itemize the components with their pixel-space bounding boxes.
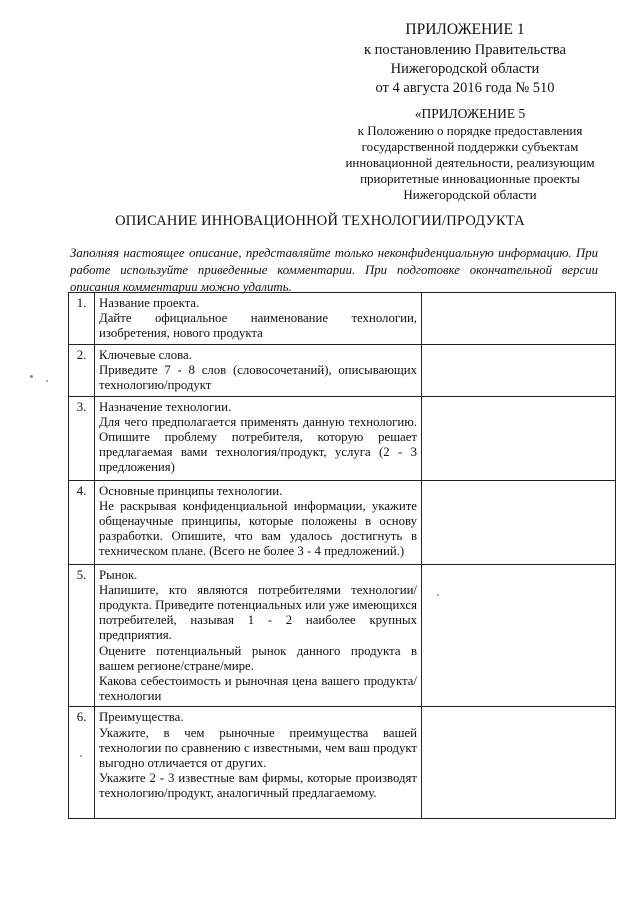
row-description — [95, 396, 422, 480]
table-row — [69, 480, 616, 564]
header-line: от 4 августа 2016 года № 510 — [375, 80, 555, 96]
scan-speck — [30, 375, 33, 378]
scan-speck — [46, 380, 48, 382]
scan-speck — [80, 755, 82, 757]
table-row — [69, 564, 616, 707]
sub-header-line: Нижегородской области — [403, 187, 537, 202]
row-comment: Приведите 7 - 8 слов (словосочетаний), описывающих технологию/продукт — [99, 363, 417, 393]
table-row — [69, 345, 616, 397]
row-comment: Не раскрывая конфиденциальной информации, укажите общенаучные принципы, которые положены в основу разработки. Опишите, что вам удалось достигнуть в техническом плане. (Всего не более 3 - 4 предложений.) — [99, 498, 417, 559]
document-title: ОПИСАНИЕ ИННОВАЦИОННОЙ ТЕХНОЛОГИИ/ПРОДУКТА — [115, 213, 525, 229]
row-description — [95, 564, 422, 707]
row-comment: Дайте официальное наименование технологии, изобретения, нового продукта — [99, 311, 417, 341]
row-comment: Какова себестоимость и рыночная цена вашего продукта/технологии — [99, 674, 417, 704]
sub-header-line: приоритетные инновационные проекты — [360, 171, 580, 186]
sub-appendix-title: «ПРИЛОЖЕНИЕ 5 — [414, 106, 526, 121]
row-description — [95, 707, 422, 819]
row-comment: Укажите 2 - 3 известные вам фирмы, которые производят технологию/продукт, аналогичный предлагаемому. — [99, 771, 417, 801]
row-number: 6. — [69, 707, 95, 819]
header-line: к постановлению Правительства — [364, 42, 566, 58]
sub-header-line: к Положению о порядке предоставления — [357, 123, 583, 138]
table-row — [69, 396, 616, 480]
description-table — [68, 292, 616, 819]
row-comment: Для чего предполагается применять данную технологию. Опишите проблему потребителя, которую решает предлагаемая вами технология/продукт, услуга (2 - 3 предложения) — [99, 414, 417, 475]
row-comment: Укажите, в чем рыночные преимущества вашей технологии по сравнению с известными, чем ваш продукт выгодно отличается от других. — [99, 725, 417, 771]
answer-field[interactable] — [422, 396, 616, 480]
row-number: 3. — [69, 396, 95, 480]
row-title: Рынок. — [99, 567, 138, 582]
row-description — [95, 480, 422, 564]
row-comment: Оцените потенциальный рынок данного продукта в вашем регионе/стране/мире. — [99, 643, 417, 673]
answer-field[interactable] — [422, 707, 616, 819]
row-number: 2. — [69, 345, 95, 397]
row-description — [95, 345, 422, 397]
answer-field[interactable] — [422, 480, 616, 564]
row-number: 4. — [69, 480, 95, 564]
table-row — [69, 293, 616, 345]
row-title: Ключевые слова. — [99, 348, 192, 362]
answer-field[interactable] — [422, 293, 616, 345]
row-title: Основные принципы технологии. — [99, 483, 283, 498]
answer-field[interactable] — [422, 345, 616, 397]
row-comment: Напишите, кто являются потребителями технологии/продукта. Приведите потенциальных или уже имеющихся потребителей, называя 1 - 2 наиболее крупных предприятия. — [99, 582, 417, 643]
appendix-title: ПРИЛОЖЕНИЕ 1 — [405, 21, 525, 38]
sub-header-line: государственной поддержки субъектам — [361, 139, 579, 154]
scan-speck — [437, 594, 439, 596]
row-title: Назначение технологии. — [99, 399, 232, 414]
row-title: Название проекта. — [99, 296, 200, 310]
row-description — [95, 293, 422, 345]
answer-field[interactable] — [422, 564, 616, 707]
header-line: Нижегородской области — [390, 61, 540, 77]
table-row — [69, 707, 616, 819]
row-number: 1. — [69, 293, 95, 345]
sub-header-line: инновационной деятельности, реализующим — [345, 155, 595, 170]
row-title: Преимущества. — [99, 710, 184, 725]
row-number: 5. — [69, 564, 95, 707]
intro-instructions: Заполняя настоящее описание, представляйте только неконфиденциальную информацию. При работе используйте приведенные комментарии. При подготовке окончательной версии описания комментарии можно удалить. — [70, 246, 598, 294]
